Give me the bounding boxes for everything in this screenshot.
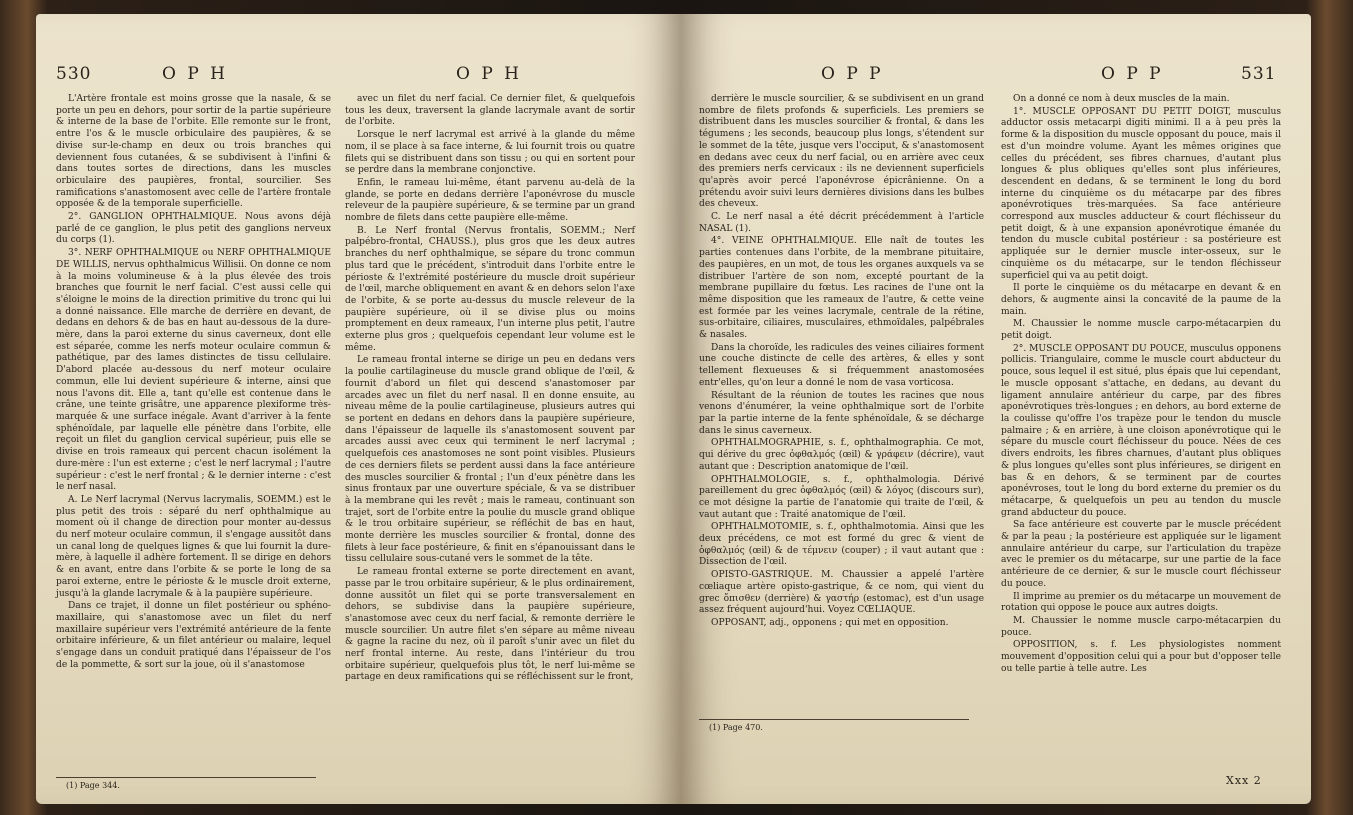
paragraph: Dans la choroïde, les radicules des veines ciliaires forment une couche distincte de celle des artères, & elles y sont tellement flexueuses & si fréquemment anastomosées entr'elles, qu'on leur a donné le nom de vasa vorticosa. bbox=[699, 342, 984, 388]
paragraph: Résultant de la réunion de toutes les racines que nous venons d'énumérer, la veine ophthalmique sort de l'orbite par la partie interne de la fente sphénoïdale, & se décharge dans le sinus caverneux. bbox=[699, 390, 984, 436]
paragraph: Dans ce trajet, il donne un filet postérieur ou sphéno-maxillaire, qui s'anastomose avec un filet du nerf maxillaire supérieur vers l'extrémité antérieure de la fente orbitaire inférieure, & un filet antérieur ou malaire, lequel s'engage dans un conduit pratiqué dans l'épaisseur de l'os de la pommette, & sort sur la joue, où il s'anastomose bbox=[56, 601, 331, 670]
left-page-header bbox=[36, 64, 681, 92]
paragraph: Enfin, le rameau lui-même, étant parvenu au-delà de la glande, se porte en dedans derrière l'aponévrose du muscle releveur de la paupière supérieure, & se termine par un grand nombre de filets dans cette paupière elle-même. bbox=[345, 177, 635, 224]
paragraph: OPHTHALMOTOMIE, s. f., ophthalmotomia. Ainsi que les deux précédens, ce mot est formé du grec & vient de ὀφθαλμός (œil) & de τέμνειν (couper) ; il vaut autant que : Dissection de l'œil. bbox=[699, 522, 984, 568]
paragraph: 4°. VEINE OPHTHALMIQUE. Elle naît de toutes les parties contenues dans l'orbite, de la membrane pituitaire, des paupières, en un mot, de tous les organes auxquels va se distribuer l'artère de son nom, excepté pourtant de la membrane pupillaire du fœtus. Les racines de l'une ont la même disposition que les rameaux de l'autre, & cette veine est formée par les veines lacrymale, centrale de la rétine, sus-orbitaire, ciliaires, musculaires, ethmoïdales, palpébrales & nasales. bbox=[699, 236, 984, 341]
paragraph: OPPOSITION, s. f. Les physiologistes nomment mouvement d'opposition celui qui a pour but d'opposer telle ou telle partie à telle autre. Les bbox=[1001, 640, 1281, 674]
paragraph: OPPOSANT, adj., opponens ; qui met en opposition. bbox=[711, 617, 949, 628]
paragraph: C. Le nerf nasal a été décrit précédemment à l'article NASAL (1). bbox=[699, 212, 984, 234]
paragraph: Le rameau frontal interne se dirige un peu en dedans vers la poulie cartilagineuse du muscle grand oblique de l'œil, & fournit d'abord un filet qui descend s'anastomoser par arcades avec un filet du nerf nasal. Il en donne ensuite, au niveau même de la poulie cartilagineuse, plusieurs autres qui se portent en dedans en dehors dans la paupière supérieure, dans l'épaisseur de laquelle ils s'anastomosent souvent par arcades aussi avec ceux qui terminent le nerf lacrymal ; quelquefois ces anastomoses ne sont point visibles. Plusieurs de ces derniers filets se perdent aussi dans la face antérieure des muscles sourcilier & frontal ; l'un d'eux pénètre dans les sinus frontaux par une ouverture spéciale, & va se distribuer à la membrane qui les revêt ; mais le rameau, continuant son trajet, sort de l'orbite entre la poulie du muscle grand oblique & le trou orbitaire supérieur, se réfléchit de bas en haut, monte derrière les muscles sourcilier & frontal, donne des filets à leur face postérieure, & finit en s'épanouissant dans le tissu cellulaire sous-cutané vers le sommet de la tête. bbox=[345, 355, 635, 565]
paragraph: OPHTHALMOLOGIE, s. f., ophthalmologia. Dérivé pareillement du grec ὀφθαλμός (œil) & λόγος (discours sur), ce mot désigne la partie de l'anatomie qui traite de l'œil, & vaut autant que : Traité anatomique de l'œil. bbox=[699, 474, 984, 520]
running-head: O P P bbox=[1101, 64, 1164, 84]
footnote-rule bbox=[56, 777, 316, 778]
paragraph: Sa face antérieure est couverte par le muscle précédent & par la peau ; la postérieure est appliquée sur le ligament annulaire antérieur du carpe, sur l'articulation du trapèze avec le premier os du métacarpe, sur une partie de la face antérieure de ce dernier, & sur le muscle court fléchisseur du pouce. bbox=[1001, 520, 1281, 589]
paragraph: A. Le Nerf lacrymal (Nervus lacrymalis, SOEMM.) est le plus petit des trois : séparé du nerf ophthalmique au moment où il change de direction pour monter au-dessus du nerf moteur oculaire commun, il s'engage aussitôt dans un canal long de quelques lignes & que lui fournit la dure-mère, à laquelle il adhère fortement. Il se dirige en dehors & en avant, entre dans l'orbite & se porte le long de sa paroi externe, entre le périoste & le muscle droit externe, jusqu'à la glande lacrymale & à la paupière supérieure. bbox=[56, 494, 331, 599]
paragraph: 2°. MUSCLE OPPOSANT DU POUCE, musculus opponens pollicis. Triangulaire, comme le muscle court abducteur du pouce, sous lequel il est situé, plus épais que lui cependant, le muscle opposant s'attache, en dedans, au devant du ligament annulaire antérieur du carpe, par des fibres aponévrotiques très-longues ; en dehors, au bord externe de la coulisse qu'offre l'os trapèze pour le tendon du muscle palmaire ; & en arrière, à une cloison aponévrotique qui le sépare du muscle court fléchisseur du pouce. Nées de ces divers endroits, les fibres charnues, d'autant plus obliques & plus longues qu'elles sont plus inférieures, se dirigent en bas & en dehors, & se terminent par de courtes aponévroses, tout le long du bord externe du premier os du métacarpe, & quelquefois un peu au tendon du muscle grand abducteur du pouce. bbox=[1001, 343, 1281, 518]
paragraph: 2°. GANGLION OPHTHALMIQUE. Nous avons déjà parlé de ce ganglion, le plus petit des ganglions nerveux du corps (1). bbox=[56, 212, 331, 246]
left-page bbox=[36, 14, 681, 804]
right-page bbox=[681, 14, 1311, 804]
paragraph: 1°. MUSCLE OPPOSANT DU PETIT DOIGT, musculus adductor ossis metacarpi digiti minimi. Il a à peu près la forme & la disposition du muscle opposant du pouce, mais il est d'un moindre volume. Ayant les mêmes origines que celles du précédent, ses fibres charnues, d'autant plus longues & plus obliques qu'elles sont plus inférieures, descendent en dedans, & se terminent le long du bord interne du cinquième os du métacarpe par des fibres aponévrotiques très-marquées. Sa face antérieure correspond aux muscles adducteur & court fléchisseur du petit doigt, & à une expansion aponévrotique émanée du tendon du muscle cubital postérieur : sa postérieure est appliquée sur le dernier muscle inter-osseux, sur le cinquième os du métacarpe, sur le tendon fléchisseur superficiel qui va au petit doigt. bbox=[1001, 106, 1281, 281]
left-page-column-1 bbox=[56, 94, 331, 671]
signature-mark: Xxx 2 bbox=[1226, 774, 1262, 787]
paragraph: Il imprime au premier os du métacarpe un mouvement de rotation qui oppose le pouce aux autres doigts. bbox=[1001, 591, 1281, 614]
paragraph: M. Chaussier le nomme muscle carpo-métacarpien du pouce. bbox=[1001, 615, 1281, 638]
left-page-column-2 bbox=[345, 94, 635, 684]
paragraph: Lorsque le nerf lacrymal est arrivé à la glande du même nom, il se place à sa face interne, & lui fournit trois ou quatre filets qui se distribuent dans son tissu ; ou qui en sortent pour se perdre dans la membrane conjonctive. bbox=[345, 130, 635, 176]
paragraph: L'Artère frontale est moins grosse que la nasale, & se porte un peu en dehors, pour sortir de la partie supérieure & interne de la base de l'orbite. Elle remonte sur le front, entre l'os & le muscle orbiculaire des paupières, & se divise sur-le-champ en deux ou trois branches qui deviennent fous cutanées, & se subdivisent à l'infini & dans toutes sortes de directions, dans les muscles orbiculaire des paupières, frontal, sourcilier. Ses ramifications s'anastomosent avec celle de l'artère frontale opposée & de la temporale superficielle. bbox=[56, 94, 331, 210]
paragraph: On a donné ce nom à deux muscles de la main. bbox=[1013, 94, 1230, 104]
running-head: O P H bbox=[162, 64, 229, 84]
right-page-column-1 bbox=[699, 94, 984, 630]
right-page-column-2 bbox=[1001, 94, 1281, 675]
right-page-header bbox=[681, 64, 1311, 92]
page-number-right: 531 bbox=[1241, 64, 1277, 84]
footnote-rule bbox=[699, 719, 969, 720]
paragraph: derrière le muscle sourcilier, & se subdivisent en un grand nombre de filets profonds & superficiels. Les premiers se distribuent dans les muscles sourcilier & frontal, & dans les tégumens ; les seconds, beaucoup plus longs, s'étendent sur le sommet de la tête, jusque vers l'occiput, & s'anastomosent en dedans avec ceux du nerf facial, ou en arrière avec ceux des premiers nerfs cervicaux : ils ne deviennent superficiels qu'après avoir percé l'aponévrose épicrânienne. On a prétendu avoir suivi leurs dernières divisions dans les bulbes des cheveux. bbox=[699, 94, 984, 210]
paragraph: OPISTO-GASTRIQUE. M. Chaussier a appelé l'artère cœliaque artère opisto-gastrique, & ce nom, qui vient du grec ὄπισθεν (derrière) & γαστήρ (estomac), est d'un usage assez fréquent aujourd'hui. Voyez CŒLIAQUE. bbox=[699, 570, 984, 616]
paragraph: B. Le Nerf frontal (Nervus frontalis, SOEMM.; Nerf palpébro-frontal, CHAUSS.), plus gros que les deux autres branches du nerf ophthalmique, se sépare du tronc commun plus tard que le précédent, s'introduit dans l'orbite entre le périoste & l'extrémité postérieure du muscle droit supérieur de l'œil, marche obliquement en avant & en dehors selon l'axe de l'orbite, & se porte au-dessus du muscle releveur de la paupière supérieure, où il se divise plus ou moins promptement en deux rameaux, l'un interne plus petit, l'autre externe plus gros ; quelquefois cependant leur volume est le même. bbox=[345, 225, 635, 353]
paragraph: OPHTHALMOGRAPHIE, s. f., ophthalmographia. Ce mot, qui dérive du grec ὀφθαλμός (œil) & γράφειν (décrire), vaut autant que : Description anatomique de l'œil. bbox=[699, 438, 984, 472]
footnote-left: (1) Page 344. bbox=[66, 781, 120, 790]
footnote-right: (1) Page 470. bbox=[709, 723, 763, 732]
paragraph: M. Chaussier le nomme muscle carpo-métacarpien du petit doigt. bbox=[1001, 319, 1281, 342]
paragraph: 3°. NERF OPHTHALMIQUE ou NERF OPHTHALMIQUE DE WILLIS, nervus ophthalmicus Willisii. On donne ce nom à la moins volumineuse & à la plus élevée des trois branches que fournit le nerf facial. C'est aussi celle qui s'éloigne le moins de la direction primitive du tronc qui lui a donné naissance. Elle marche de derrière en devant, de dedans en dehors & de bas en haut au-dessous de la dure-mère, dans la paroi externe du sinus caverneux, dont elle est séparée, comme les nerfs moteur oculaire commun & pathétique, par des lames distinctes de tissu cellulaire. D'abord placée au-dessous du nerf moteur oculaire commun, elle lui devient supérieure & interne, ainsi que nous l'avons dit. Elle a, tant qu'elle est contenue dans le crâne, une teinte grisâtre, une apparence plexiforme très-marquée & une surface inégale. Avant d'arriver à la fente sphénoïdale, par laquelle elle pénètre dans l'orbite, elle reçoit un filet du ganglion cervical supérieur, puis elle se divise en trois rameaux qui percent chacun isolément la dure-mère : l'un est externe ; c'est le nerf lacrymal ; l'autre supérieur : c'est le nerf frontal ; & le dernier interne : c'est le nerf nasal. bbox=[56, 248, 331, 493]
paragraph: Il porte le cinquième os du métacarpe en devant & en dehors, & augmente ainsi la concavité de la paume de la main. bbox=[1001, 283, 1281, 317]
page-number-left: 530 bbox=[56, 64, 92, 84]
running-head: O P P bbox=[821, 64, 884, 84]
paragraph: Le rameau frontal externe se porte directement en avant, passe par le trou orbitaire supérieur, & le plus ordinairement, donne aussitôt un filet qui se porte transversalement en dehors, se subdivise dans la paupière supérieure, s'anastomose avec ceux du nerf facial, & remonte derrière le muscle sourcilier. Un autre filet s'en sépare au même niveau & gagne la racine du nez, où il paroît s'unir avec un filet du nerf frontal interne. Au reste, dans l'intérieur du trou orbitaire supérieur, quelquefois plus tôt, le nerf lui-même se partage en deux ramifications qui se réfléchissent sur le front, bbox=[345, 567, 635, 683]
running-head: O P H bbox=[456, 64, 523, 84]
paragraph: avec un filet du nerf facial. Ce dernier filet, & quelquefois tous les deux, traversent la glande lacrymale avant de sortir de l'orbite. bbox=[345, 94, 635, 128]
